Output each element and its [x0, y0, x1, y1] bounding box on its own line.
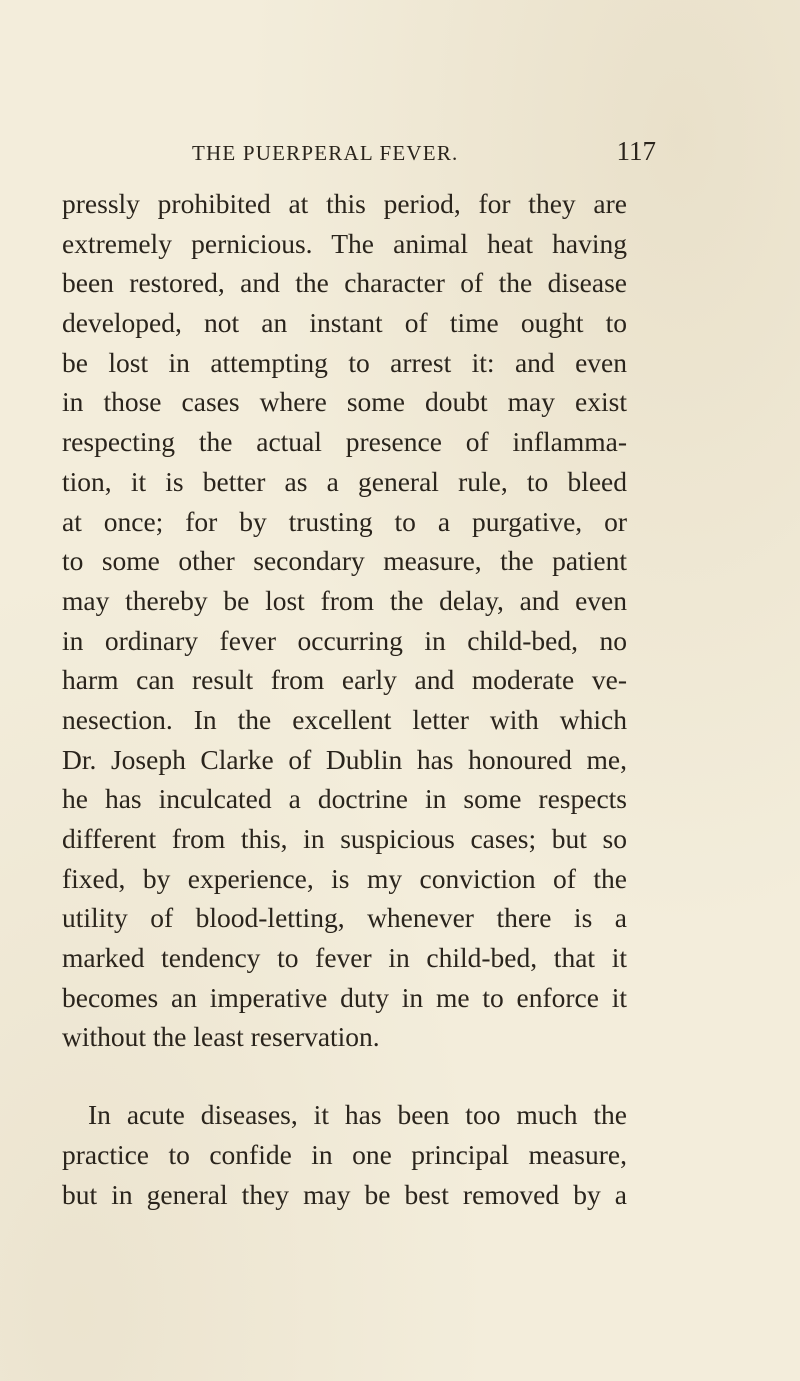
- text-line: in ordinary fever occurring in child-bed, no: [62, 624, 627, 656]
- page-number: 117: [616, 136, 656, 166]
- text-line: Dr. Joseph Clarke of Dublin has honoured me,: [62, 743, 627, 775]
- text-line: been restored, and the character of the disease: [62, 267, 627, 299]
- text-line: at once; for by trusting to a purgative, or: [62, 505, 627, 537]
- text-line: fixed, by experience, is my conviction of the: [62, 862, 627, 894]
- text-line: practice to confide in one principal measure,: [62, 1138, 627, 1170]
- text-line: marked tendency to fever in child-bed, that it: [62, 942, 627, 974]
- text-line: harm can result from early and moderate ve-: [62, 664, 627, 696]
- text-line: respecting the actual presence of inflamma-: [62, 426, 627, 458]
- text-line: may thereby be lost from the delay, and even: [62, 584, 627, 616]
- text-line: utility of blood-letting, whenever there is a: [62, 902, 627, 934]
- text-line: to some other secondary measure, the patient: [62, 545, 627, 577]
- text-line: developed, not an instant of time ought to: [62, 307, 627, 339]
- running-title: THE PUERPERAL FEVER.: [192, 141, 459, 165]
- text-line: be lost in attempting to arrest it: and even: [62, 346, 627, 378]
- text-line: pressly prohibited at this period, for they are: [62, 188, 627, 219]
- text-line: in those cases where some doubt may exist: [62, 386, 627, 418]
- text-line: becomes an imperative duty in me to enforce it: [62, 981, 627, 1013]
- running-head: [178, 138, 656, 168]
- text-line: In acute diseases, it has been too much the: [88, 1099, 627, 1131]
- text-line: he has inculcated a doctrine in some respects: [62, 783, 627, 815]
- text-line: extremely pernicious. The animal heat having: [62, 227, 627, 259]
- text-line: without the least reservation.: [62, 1021, 380, 1053]
- paragraph-2-continued: [62, 1135, 627, 1214]
- text-line: but in general they may be best removed by a: [62, 1178, 627, 1210]
- body-text: [62, 184, 627, 1214]
- text-line: different from this, in suspicious cases; but so: [62, 823, 627, 854]
- paragraph-2: [62, 1095, 627, 1135]
- text-line: tion, it is better as a general rule, to bleed: [62, 465, 627, 497]
- text-line: nesection. In the excellent letter with which: [62, 703, 627, 735]
- paragraph-gap: [62, 1057, 627, 1095]
- paragraph-1: [62, 184, 627, 1057]
